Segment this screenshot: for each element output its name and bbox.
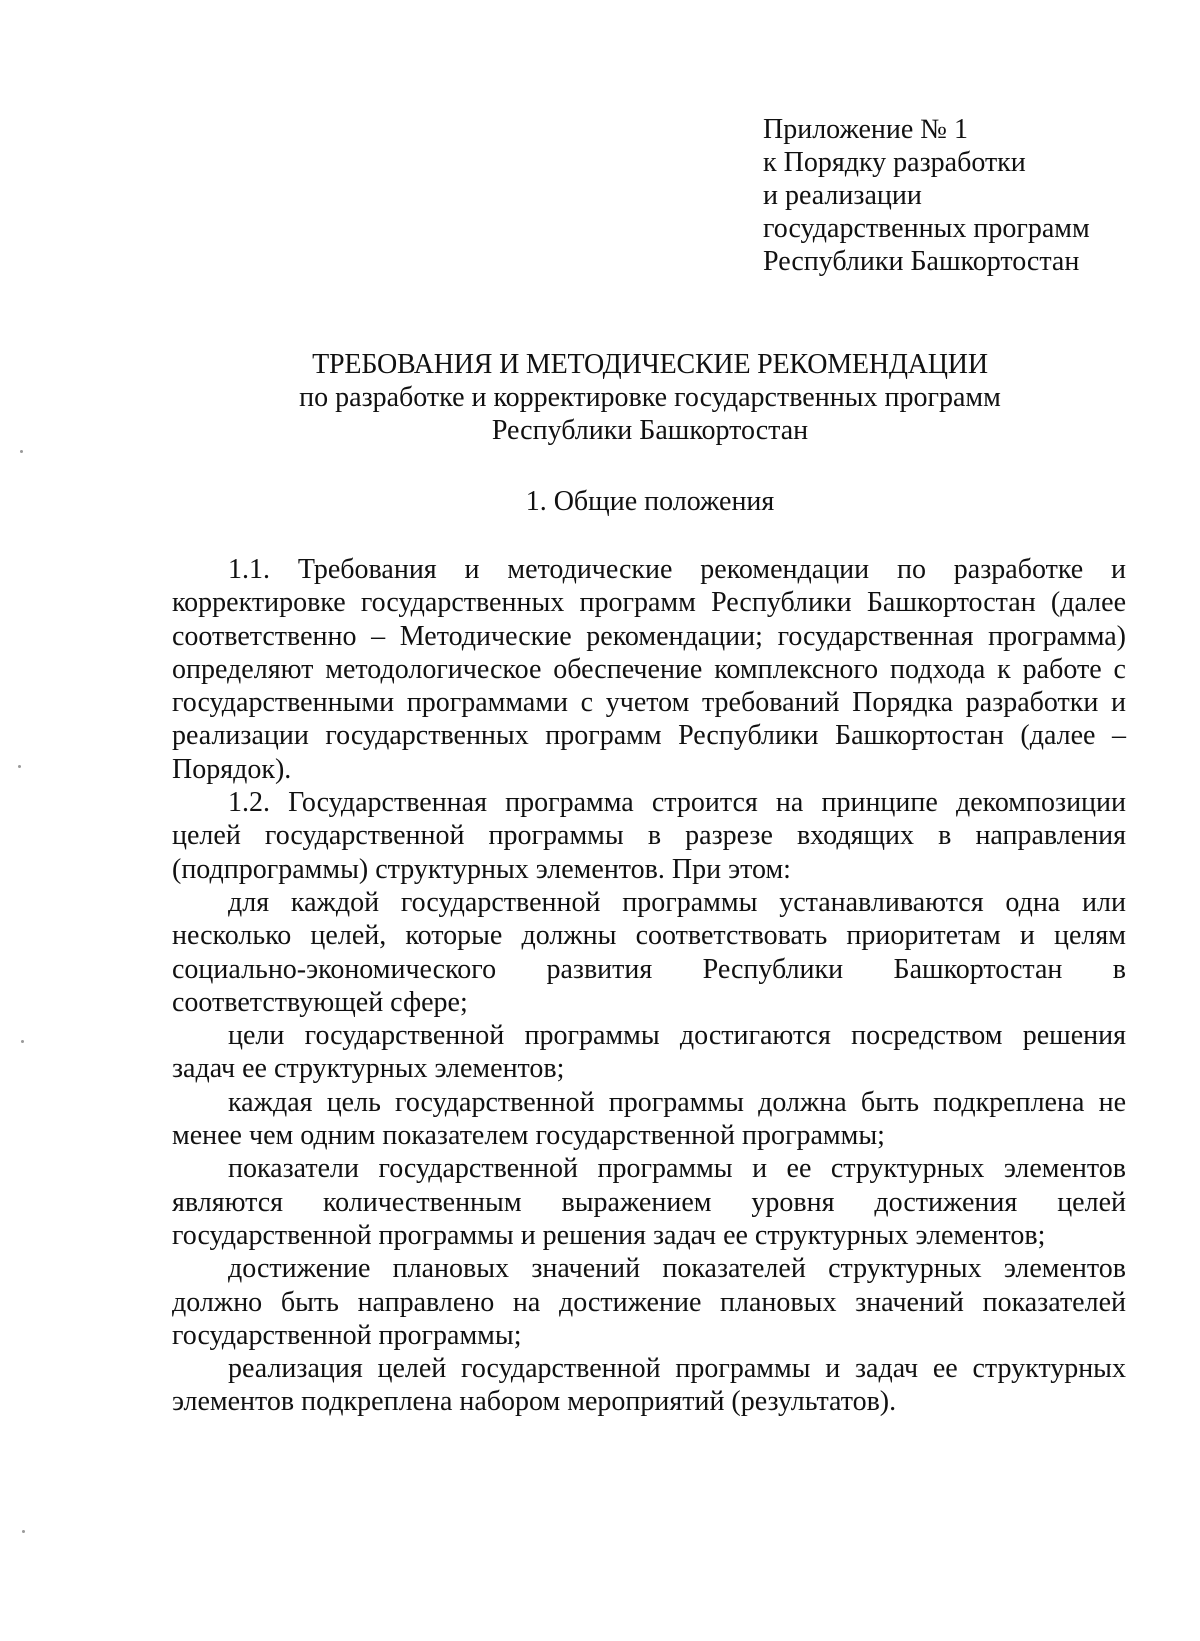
scan-speck — [20, 450, 23, 453]
appendix-line: и реализации — [763, 180, 922, 211]
title-subtitle-line-2: Республики Башкортостан — [491, 415, 809, 446]
title-subtitle-line-1: по разработке и корректировке государственных программ — [299, 382, 1001, 413]
appendix-line: Республики Башкортостан — [763, 246, 1080, 277]
section-heading: 1. Общие положения — [525, 486, 775, 517]
list-item-indicator: каждая цель государственной программы должна быть подкреплена не менее чем одним показателем государственной программы; — [172, 1086, 1126, 1152]
list-item-tasks: цели государственной программы достигаются посредством решения задач ее структурных элементов; — [172, 1020, 1126, 1085]
list-item-indicators-expression: показатели государственной программы и ее структурных элементов являются количественным выражением уровня достижения целей государственной программы и решения задач ее структурных элементов; — [172, 1153, 1126, 1251]
appendix-note — [763, 113, 1090, 278]
scan-speck — [22, 1530, 25, 1533]
scan-speck — [21, 1040, 24, 1043]
appendix-line: Приложение № 1 — [763, 114, 968, 145]
document-title — [0, 348, 1200, 447]
title-main: ТРЕБОВАНИЯ И МЕТОДИЧЕСКИЕ РЕКОМЕНДАЦИИ — [312, 349, 988, 380]
appendix-line: к Порядку разработки — [763, 147, 1026, 178]
list-item-measures: реализация целей государственной программы и задач ее структурных элементов подкреплена набором мероприятий (результатов). — [172, 1353, 1126, 1418]
list-item-goals: для каждой государственной программы устанавливаются одна или несколько целей, которые должны соответствовать приоритетам и целям социально-экономического развития Республики Башкортостан в соответствующей сфере; — [172, 886, 1126, 1018]
paragraph-1-2: 1.2. Государственная программа строится на принципе декомпозиции целей государственной программы в разрезе входящих в направления (подпрограммы) структурных элементов. При этом: — [172, 787, 1126, 885]
body-text — [172, 553, 1126, 1419]
scan-speck — [18, 765, 21, 768]
list-item-planned-values: достижение плановых значений показателей структурных элементов должно быть направлено на достижение плановых значений показателей государственной программы; — [172, 1253, 1126, 1351]
paragraph-1-1: 1.1. Требования и методические рекомендации по разработке и корректировке государственных программ Республики Башкортостан (далее соответственно – Методические рекомендации; государственная программа) определяют методологическое обеспечение комплексного подхода к работе с государственными программами с учетом требований Порядка разработки и реализации государственных программ Республики Башкортостан (далее – Порядок). — [172, 554, 1126, 785]
appendix-line: государственных программ — [763, 213, 1090, 244]
